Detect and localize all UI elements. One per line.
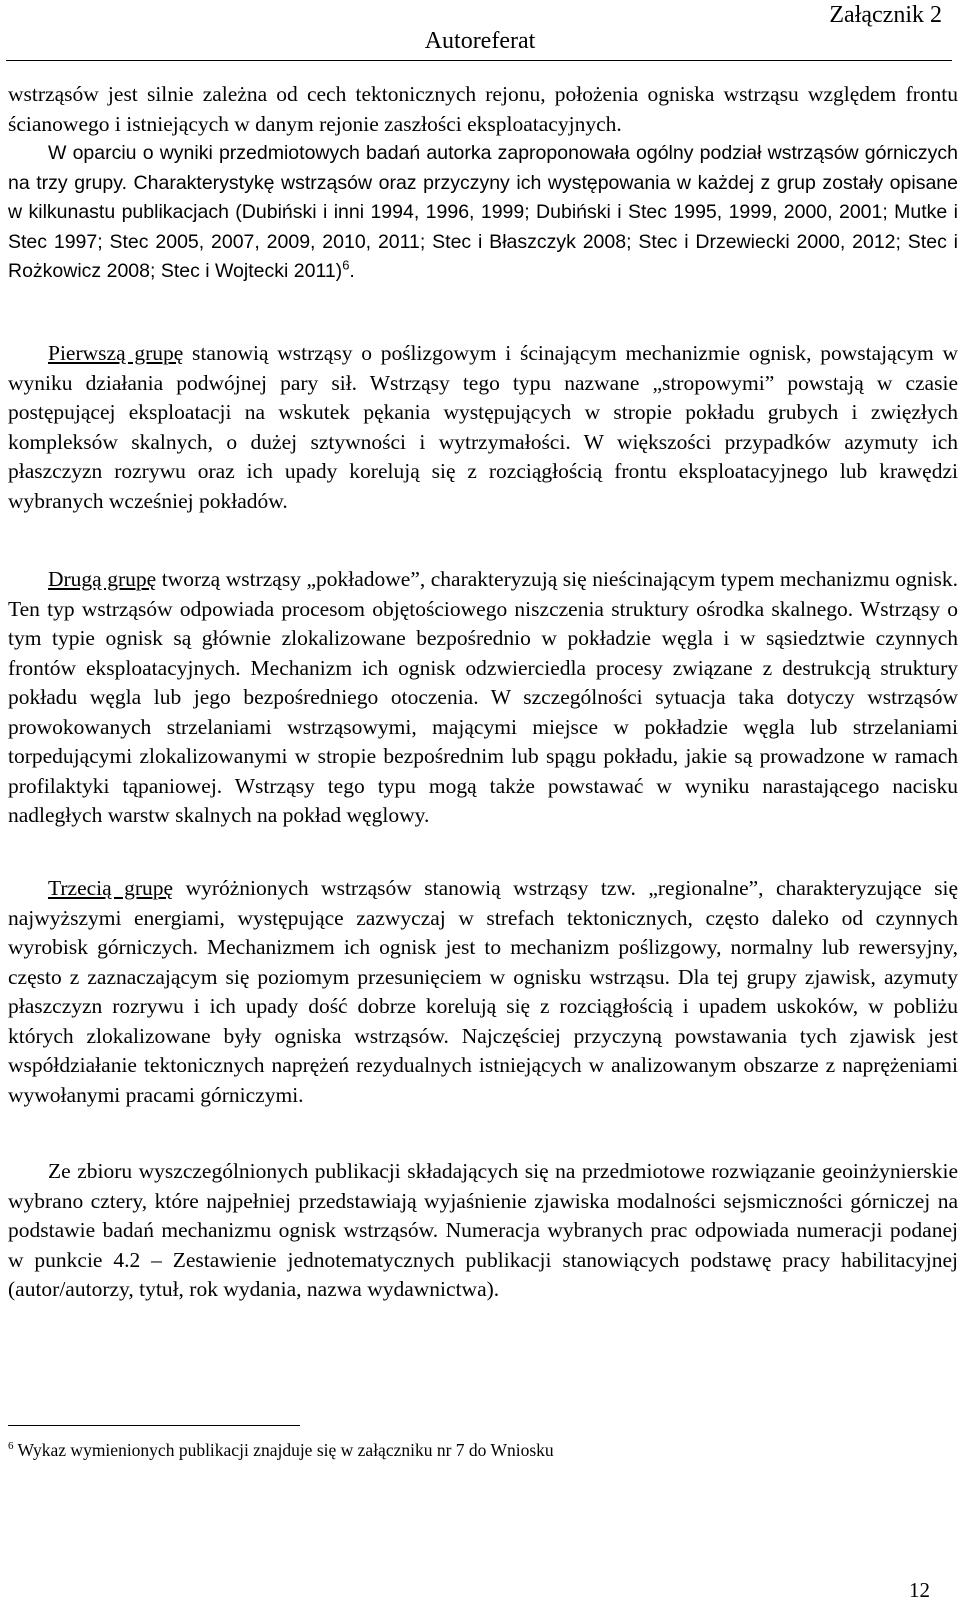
paragraph-1-end: . (349, 260, 355, 282)
footnote-rule (8, 1425, 300, 1426)
group-2-heading: Drugą grupę (48, 567, 157, 591)
footnote-mark: 6 (8, 1440, 14, 1453)
paragraph-5 (8, 1157, 958, 1305)
paragraph-1 (8, 80, 958, 287)
paragraph-1-sans (8, 139, 958, 287)
paragraph-4-body: wyróżnionych wstrząsów stanowią wstrząsy tzw. „regionalne”, charakteryzujące się najwyższymi energiami, występujące zazwyczaj w strefach tektonicznych, często daleko od czynnych wyrobisk górniczych. Mechanizmem ich ognisk jest to mechanizm poślizgowy, normalny lub rewersyjny, często z zaznaczającym się poziomym przesunięciem w ognisku wstrząsu. Dla tej grupy zjawisk, azymuty płaszczyzn rozrywu i ich upady dość dobrze korelują się z rozciągłością i upadem uskoków, w pobliżu których zlokalizowane były ogniska wstrząsów. Najczęściej przyczyną powstawania tych zjawisk jest współdziałanie tektonicznych naprężeń rezydualnych istniejących w analizowanym obszarze z naprężeniami wywołanymi pracami górniczymi. (8, 876, 958, 1107)
page-number: 12 (909, 1578, 930, 1602)
paragraph-1-serif: wstrząsów jest silnie zależna od cech tektonicznych rejonu, położenia ogniska wstrząsu względem frontu ścianowego i istniejących w danym rejonie zaszłości eksploatacyjnych. (8, 82, 958, 136)
paragraph-3-body: tworzą wstrząsy „pokładowe”, charakteryzują się nieścinającym typem mechanizmu ognisk. Ten typ wstrząsów odpowiada procesom objętościowego niszczenia struktury ośrodka skalnego. Wstrząsy o tym typie ognisk są głównie zlokalizowane bezpośrednio w pokładzie węgla i w sąsiedztwie czynnych frontów eksploatacyjnych. Mechanizm ich ognisk odzwierciedla procesy związane z destrukcją struktury pokładu węgla lub jego bezpośredniego otoczenia. W szczególności sytuacja taka dotyczy wstrząsów prowokowanych strzelaniami wstrząsowymi, mającymi miejsce w pokładzie węgla lub strzelaniami torpedującymi zlokalizowanymi w stropie bezpośrednim lub spągu pokładu, jakie są prowadzone w ramach profilaktyki tąpaniowej. Wstrząsy tego typu mogą także powstawać w wyniku narastającego nacisku nadległych warstw skalnych na pokład węglowy. (8, 567, 958, 827)
paragraph-3 (8, 565, 958, 831)
footnote-ref: 6 (342, 257, 350, 273)
footnote (8, 1440, 554, 1461)
paragraph-4 (8, 874, 958, 1110)
paragraph-1-body: W oparciu o wyniki przedmiotowych badań autorka zaproponowała ogólny podział wstrząsów górniczych na trzy grupy. Charakterystykę wstrząsów oraz przyczyny ich występowania w każdej z grup zostały opisane w kilkunastu publikacjach (Dubiński i inni 1994, 1996, 1999; Dubiński i Stec 1995, 1999, 2000, 2001; Mutke i Stec 1997; Stec 2005, 2007, 2009, 2010, 2011; Stec i Błaszczyk 2008; Stec i Drzewiecki 2000, 2012; Stec i Rożkowicz 2008; Stec i Wojtecki 2011) (8, 142, 958, 282)
paragraph-5-body: Ze zbioru wyszczególnionych publikacji składających się na przedmiotowe rozwiązanie geoinżynierskie wybrano cztery, które najpełniej przedstawiają wyjaśnienie zjawiska modalności sejsmiczności górniczej na podstawie badań mechanizmu ognisk wstrząsów. Numeracja wybranych prac odpowiada numeracji podanej w punkcie 4.2 – Zestawienie jednotematycznych publikacji stanowiących podstawę pracy habilitacyjnej (autor/autorzy, tytuł, rok wydania, nazwa wydawnictwa). (8, 1159, 958, 1301)
annex-label: Załącznik 2 (829, 2, 942, 28)
group-1-heading: Pierwszą grupę (48, 341, 184, 365)
footnote-text: Wykaz wymienionych publikacji znajduje się w załączniku nr 7 do Wniosku (13, 1440, 554, 1460)
header-rule (6, 60, 952, 61)
paragraph-2-body: stanowią wstrząsy o poślizgowym i ścinającym mechanizmie ognisk, powstającym w wyniku działania podwójnej pary sił. Wstrząsy tego typu nazwane „stropowymi” powstają w czasie postępującej eksploatacji na wskutek pękania występujących w stropie pokładu grubych i zwięzłych kompleksów skalnych, o dużej sztywności i wytrzymałości. W większości przypadków azymuty ich płaszczyzn rozrywu oraz ich upady korelują się z rozciągłością frontu eksploatacyjnego lub krawędzi wybranych wcześniej pokładów. (8, 341, 958, 513)
group-3-heading: Trzecią grupę (48, 876, 174, 900)
document-title: Autoreferat (424, 28, 536, 54)
paragraph-2 (8, 339, 958, 516)
